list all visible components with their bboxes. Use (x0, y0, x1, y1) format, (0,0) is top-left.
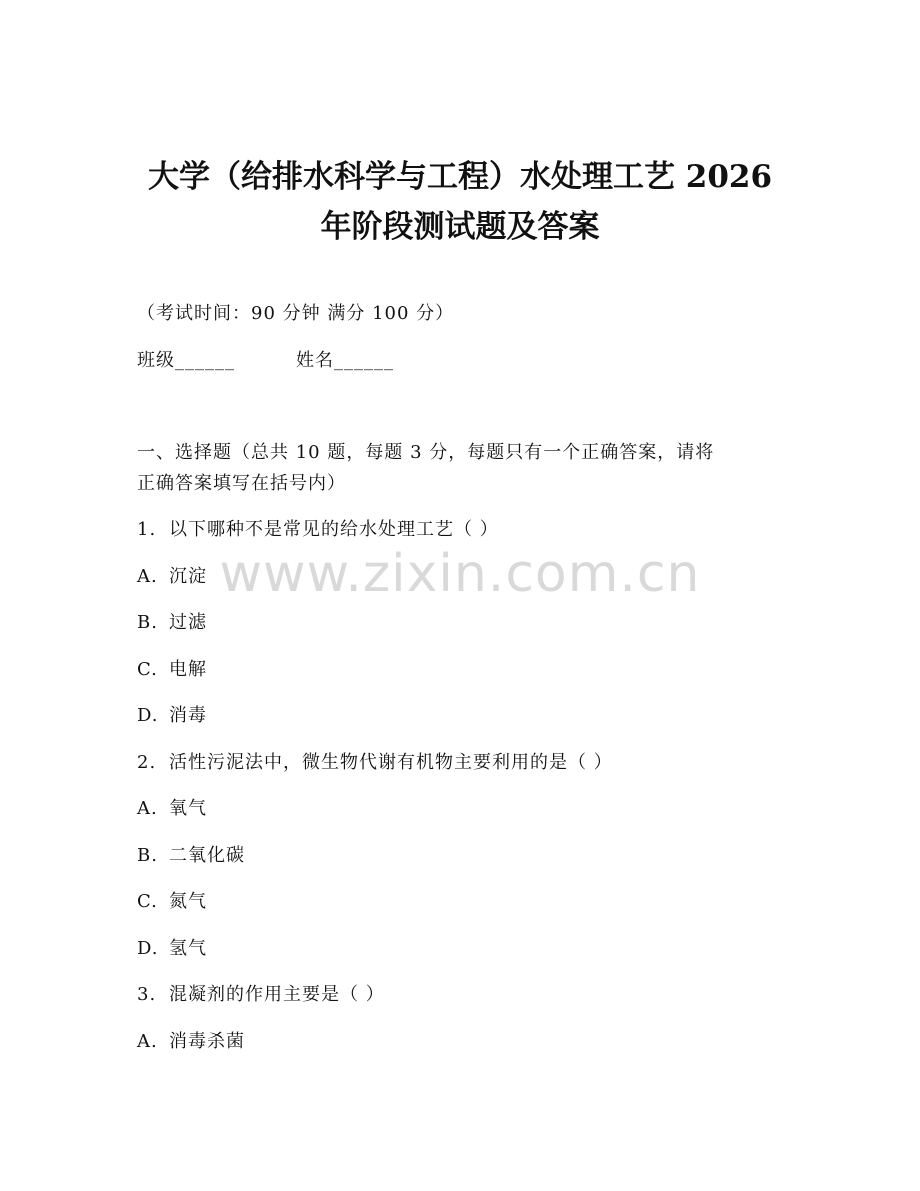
question-1-option-a (137, 568, 207, 586)
question-number: 2. (137, 752, 157, 773)
option-text: 氢气 (169, 938, 207, 959)
question-text: 活性污泥法中，微生物代谢有机物主要利用的是（ ） (169, 752, 613, 773)
question-2-option-d (137, 940, 207, 958)
option-letter: D. (137, 938, 159, 959)
question-number: 1. (137, 519, 157, 540)
question-2-option-b (137, 847, 245, 865)
question-3 (137, 986, 385, 1004)
option-letter: C. (137, 891, 158, 912)
name-field: 姓名______ (296, 350, 394, 371)
option-text: 消毒杀菌 (169, 1031, 245, 1052)
exam-info: （考试时间：90 分钟 满分 100 分） (137, 303, 455, 324)
option-letter: A. (137, 566, 158, 587)
question-text: 混凝剂的作用主要是（ ） (169, 984, 385, 1005)
section-intro-line-1: 一、选择题（总共 10 题，每题 3 分，每题只有一个正确答案，请将 (137, 442, 715, 463)
question-1-option-d (137, 707, 207, 725)
option-text: 消毒 (169, 705, 207, 726)
option-letter: A. (137, 798, 158, 819)
watermark-text: www.zixin.com.cn (219, 544, 701, 604)
section-intro-line-2: 正确答案填写在括号内） (137, 473, 346, 494)
option-text: 氧气 (169, 798, 207, 819)
question-3-option-a (137, 1033, 245, 1051)
document-title-line-1: 大学（给排水科学与工程）水处理工艺 2026 (147, 159, 773, 195)
question-1-option-b (137, 614, 207, 632)
option-letter: C. (137, 659, 158, 680)
question-2 (137, 754, 613, 772)
class-field: 班级______ (137, 350, 235, 371)
document-title-line-2: 年阶段测试题及答案 (320, 209, 600, 245)
option-text: 过滤 (169, 612, 207, 633)
option-letter: B. (137, 612, 158, 633)
option-text: 氮气 (169, 891, 207, 912)
option-letter: D. (137, 705, 159, 726)
option-letter: B. (137, 845, 158, 866)
question-2-option-a (137, 800, 207, 818)
option-text: 电解 (169, 659, 207, 680)
option-letter: A. (137, 1031, 158, 1052)
question-1 (137, 521, 499, 539)
option-text: 二氧化碳 (169, 845, 245, 866)
option-text: 沉淀 (169, 566, 207, 587)
question-number: 3. (137, 984, 157, 1005)
question-2-option-c (137, 893, 207, 911)
question-1-option-c (137, 661, 207, 679)
question-text: 以下哪种不是常见的给水处理工艺（ ） (169, 519, 499, 540)
